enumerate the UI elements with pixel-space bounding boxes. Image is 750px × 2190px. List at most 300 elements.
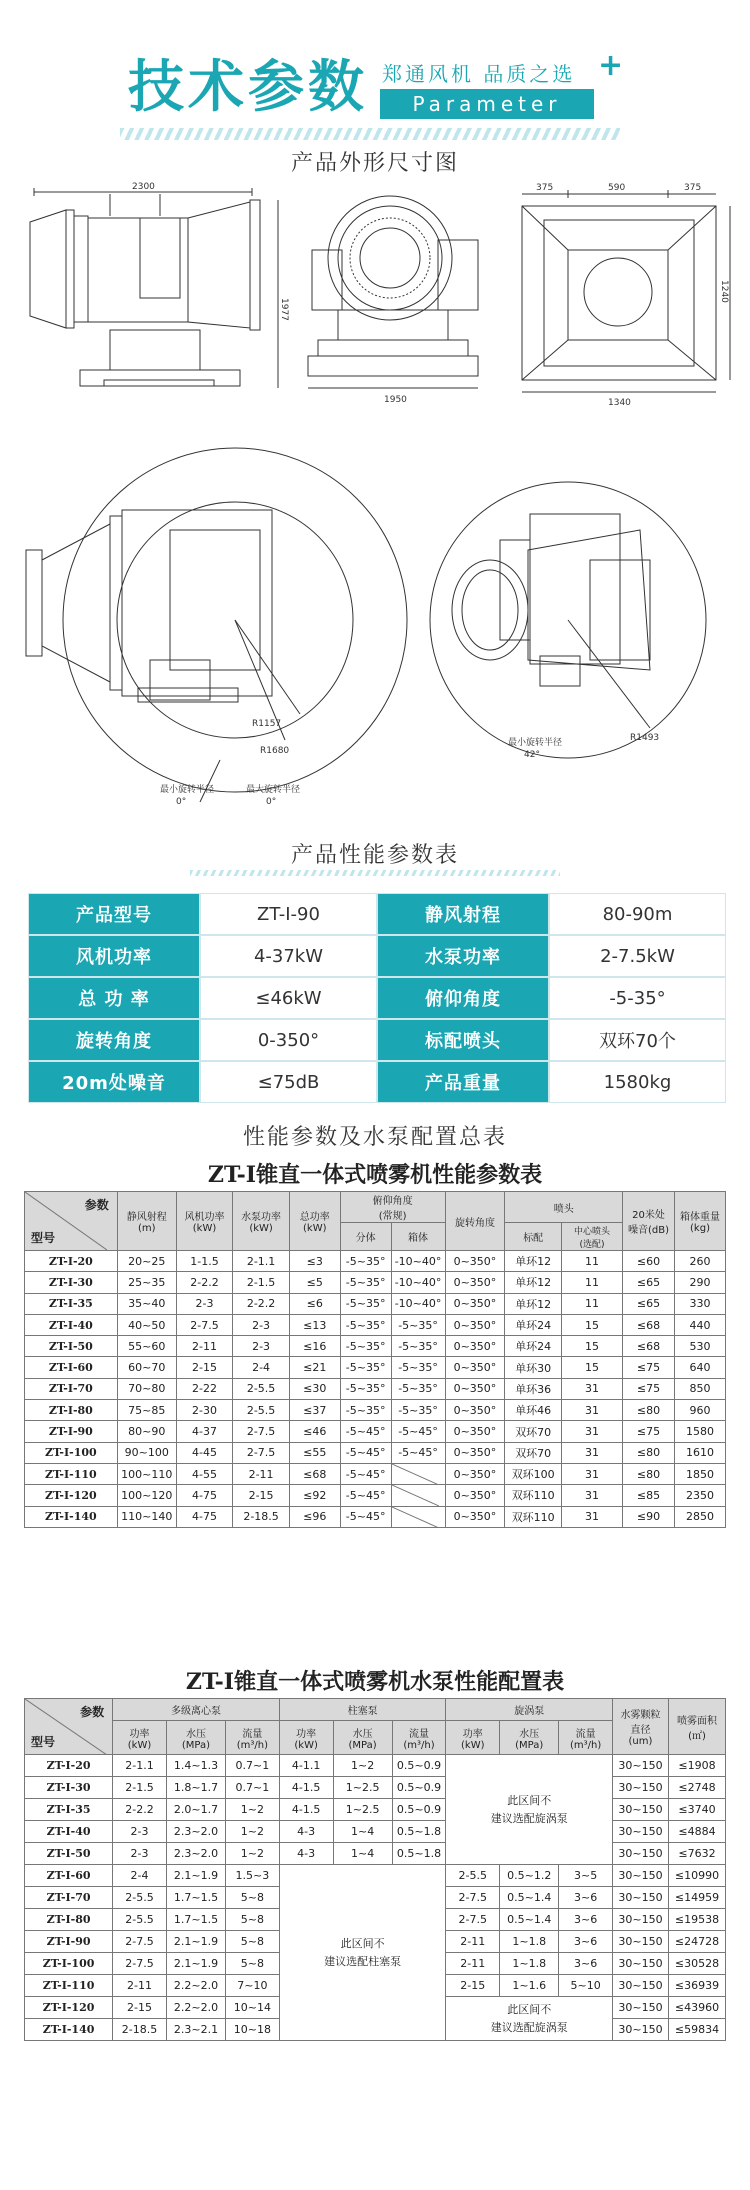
table-cell: 0~350° — [445, 1506, 505, 1527]
spec-table — [24, 1191, 726, 1528]
angle-right: 42° — [524, 750, 540, 760]
performance-row — [28, 1019, 726, 1061]
model-cell: ZT-I-90 — [25, 1421, 118, 1442]
table-cell: 2-5.5 — [113, 1909, 167, 1931]
table-cell: 2-4 — [233, 1357, 290, 1378]
model-cell: ZT-I-100 — [25, 1953, 113, 1975]
pump-corner-model-label: 型号 — [31, 1735, 56, 1749]
table-cell: 31 — [561, 1400, 622, 1421]
model-cell: ZT-I-70 — [25, 1378, 118, 1399]
table-cell: 7~10 — [226, 1975, 280, 1997]
table-cell: -5~45° — [391, 1442, 445, 1463]
radius-r1: R1157 — [252, 719, 282, 729]
table-cell: 31 — [561, 1442, 622, 1463]
table-cell: 2.3~2.0 — [166, 1843, 225, 1865]
table-cell: 单环12 — [505, 1272, 562, 1293]
table-cell: 30~150 — [613, 1997, 669, 2019]
table-cell: 4-1.5 — [279, 1799, 333, 1821]
top-view-drawing — [508, 180, 738, 410]
sub-col-pressure: 水压 (MPa) — [166, 1721, 225, 1755]
sub-col-power: 功率 (kW) — [113, 1721, 167, 1755]
table-cell: 4-75 — [176, 1485, 233, 1506]
table-cell: 2-7.5 — [113, 1931, 167, 1953]
table-cell: 1.7~1.5 — [166, 1909, 225, 1931]
table-cell: 2-1.5 — [113, 1777, 167, 1799]
table-cell: -5~45° — [340, 1442, 391, 1463]
table-cell: 31 — [561, 1421, 622, 1442]
performance-row — [28, 1061, 726, 1103]
pump-corner-param-label: 参数 — [80, 1705, 105, 1719]
table-cell: 0~350° — [445, 1293, 505, 1314]
param-name: 旋转角度 — [28, 1019, 200, 1061]
table-cell: ≤80 — [623, 1400, 675, 1421]
table-cell: ≤14959 — [668, 1887, 725, 1909]
table-cell: ≤75 — [623, 1357, 675, 1378]
param-name: 水泵功率 — [377, 935, 549, 977]
table-cell: 2350 — [675, 1485, 726, 1506]
table-cell: 单环36 — [505, 1378, 562, 1399]
table-cell: 0.5~1.4 — [500, 1909, 559, 1931]
col-nozzle: 喷头 — [505, 1192, 623, 1223]
table-cell: 2-15 — [446, 1975, 500, 1997]
table-cell: ≤2748 — [668, 1777, 725, 1799]
table-cell: ≤96 — [289, 1506, 340, 1527]
model-cell: ZT-I-60 — [25, 1357, 118, 1378]
table-cell: 0~350° — [445, 1336, 505, 1357]
table-cell: -5~35° — [340, 1272, 391, 1293]
table-row — [25, 1293, 726, 1314]
vortex-note: 此区间不 建议选配旋涡泵 — [446, 1755, 613, 1865]
table-cell: 0~350° — [445, 1400, 505, 1421]
front-width-dim: 1950 — [384, 395, 407, 405]
table-row — [25, 1272, 726, 1293]
table-cell: 2-22 — [176, 1378, 233, 1399]
table-cell: ≤68 — [623, 1314, 675, 1335]
decor-rule — [190, 870, 560, 876]
param-value: 0-350° — [200, 1019, 377, 1061]
table-cell: 0.7~1 — [226, 1777, 280, 1799]
table-cell: 4-1.1 — [279, 1755, 333, 1777]
table-cell: 2-3 — [233, 1336, 290, 1357]
table-cell: 2-18.5 — [233, 1506, 290, 1527]
table-row — [25, 1777, 726, 1799]
table-cell: 3~6 — [559, 1931, 613, 1953]
table-cell: 60~70 — [117, 1357, 176, 1378]
spec-corner-header — [25, 1192, 118, 1251]
table-cell: 100~120 — [117, 1485, 176, 1506]
table-cell: 290 — [675, 1272, 726, 1293]
radius-r-right: R1493 — [630, 733, 660, 743]
table-cell: 2-4 — [113, 1865, 167, 1887]
table-cell: 30~150 — [613, 1909, 669, 1931]
table-cell — [391, 1463, 445, 1484]
col-nozzle-center: 中心喷头 (选配) — [561, 1223, 622, 1251]
table-cell: 80~90 — [117, 1421, 176, 1442]
col-fan-power: 风机功率 (kW) — [176, 1192, 233, 1251]
table-row — [25, 1421, 726, 1442]
table-cell: 1~4 — [333, 1821, 392, 1843]
table-cell: 30~150 — [613, 2019, 669, 2041]
table-cell: 30~150 — [613, 1975, 669, 1997]
model-cell: ZT-I-20 — [25, 1251, 118, 1272]
table-cell: 75~85 — [117, 1400, 176, 1421]
table-cell: 4-3 — [279, 1821, 333, 1843]
table-cell: 1~1.8 — [500, 1931, 559, 1953]
table-cell: 2-2.2 — [233, 1293, 290, 1314]
table-cell: 2.0~1.7 — [166, 1799, 225, 1821]
table-cell: 4-75 — [176, 1506, 233, 1527]
table-cell: 2-1.1 — [113, 1755, 167, 1777]
vortex-note: 此区间不 建议选配旋涡泵 — [446, 1997, 613, 2041]
table-cell: ≤6 — [289, 1293, 340, 1314]
top-right-dim: 375 — [684, 183, 702, 193]
table-cell: 单环12 — [505, 1251, 562, 1272]
table-cell: 15 — [561, 1336, 622, 1357]
table-cell: -5~35° — [340, 1400, 391, 1421]
sub-col-power: 功率 (kW) — [446, 1721, 500, 1755]
table-cell: ≤19538 — [668, 1909, 725, 1931]
table-cell: 4-55 — [176, 1463, 233, 1484]
model-cell: ZT-I-140 — [25, 1506, 118, 1527]
param-value: 4-37kW — [200, 935, 377, 977]
table-cell: 单环30 — [505, 1357, 562, 1378]
table-cell: 2.3~2.1 — [166, 2019, 225, 2041]
table-cell: 2.2~2.0 — [166, 1975, 225, 1997]
top-left-dim: 375 — [536, 183, 554, 193]
col-area: 喷雾面积 (㎡) — [668, 1699, 725, 1755]
table-cell: ≤1908 — [668, 1755, 725, 1777]
table-cell: 2-15 — [233, 1485, 290, 1506]
table-cell: 1-1.5 — [176, 1251, 233, 1272]
table-cell: 11 — [561, 1293, 622, 1314]
table-cell: 1~2 — [226, 1821, 280, 1843]
table-row — [25, 1463, 726, 1484]
table-cell: 2-3 — [113, 1843, 167, 1865]
table-cell: ≤7632 — [668, 1843, 725, 1865]
table-cell: 0.5~0.9 — [392, 1755, 446, 1777]
table-cell: 2-3 — [176, 1293, 233, 1314]
model-cell: ZT-I-120 — [25, 1997, 113, 2019]
param-value: 1580kg — [549, 1061, 726, 1103]
performance-row — [28, 977, 726, 1019]
param-name: 静风射程 — [377, 893, 549, 935]
spec-table-title: ZT-I锥直一体式喷雾机性能参数表 — [207, 1162, 543, 1188]
table-cell: 2-7.5 — [446, 1909, 500, 1931]
param-name: 风机功率 — [28, 935, 200, 977]
table-cell: 双环70 — [505, 1442, 562, 1463]
table-cell: 2.2~2.0 — [166, 1997, 225, 2019]
max-radius-label: 最大旋转半径 — [246, 785, 301, 795]
table-cell: 0.5~1.8 — [392, 1821, 446, 1843]
col-total-power: 总功率 (kW) — [289, 1192, 340, 1251]
table-cell: 2-5.5 — [446, 1865, 500, 1887]
top-total-dim: 1340 — [608, 398, 631, 408]
table-cell: 25~35 — [117, 1272, 176, 1293]
summary-title: 性能参数及水泵配置总表 — [242, 1125, 507, 1150]
table-cell: 3~6 — [559, 1887, 613, 1909]
table-cell: 0~350° — [445, 1442, 505, 1463]
table-cell: 2850 — [675, 1506, 726, 1527]
table-cell: 2-1.1 — [233, 1251, 290, 1272]
table-row — [25, 1357, 726, 1378]
table-cell: 2-11 — [446, 1953, 500, 1975]
corner-param-label: 参数 — [84, 1198, 109, 1212]
table-cell: 1.7~1.5 — [166, 1887, 225, 1909]
table-cell: 4-37 — [176, 1421, 233, 1442]
param-value: ZT-I-90 — [200, 893, 377, 935]
model-cell: ZT-I-110 — [25, 1975, 113, 1997]
table-cell: 2-15 — [113, 1997, 167, 2019]
param-name: 总 功 率 — [28, 977, 200, 1019]
plunger-note: 此区间不 建议选配柱塞泵 — [279, 1865, 446, 2041]
table-cell: -5~35° — [340, 1378, 391, 1399]
table-cell: 2-11 — [233, 1463, 290, 1484]
decor-stripes — [120, 128, 620, 140]
table-cell: 1.8~1.7 — [166, 1777, 225, 1799]
side-height-dim: 1977 — [279, 298, 289, 321]
sub-col-pressure: 水压 (MPa) — [333, 1721, 392, 1755]
table-cell: -5~35° — [391, 1314, 445, 1335]
table-cell: 530 — [675, 1336, 726, 1357]
model-cell: ZT-I-120 — [25, 1485, 118, 1506]
table-cell: 单环24 — [505, 1336, 562, 1357]
model-cell: ZT-I-35 — [25, 1293, 118, 1314]
table-cell: 单环46 — [505, 1400, 562, 1421]
param-name: 20m处噪音 — [28, 1061, 200, 1103]
table-cell: 1~2 — [226, 1799, 280, 1821]
table-cell: 0~350° — [445, 1314, 505, 1335]
table-cell: 5~8 — [226, 1909, 280, 1931]
table-cell: -10~40° — [391, 1293, 445, 1314]
col-weight: 箱体重量 (kg) — [675, 1192, 726, 1251]
table-cell: 640 — [675, 1357, 726, 1378]
param-value: ≤46kW — [200, 977, 377, 1019]
model-cell: ZT-I-140 — [25, 2019, 113, 2041]
top-middle-dim: 590 — [608, 183, 626, 193]
model-cell: ZT-I-30 — [25, 1272, 118, 1293]
table-cell: 2-11 — [446, 1931, 500, 1953]
table-cell: 0.5~1.2 — [500, 1865, 559, 1887]
table-cell: 0~350° — [445, 1463, 505, 1484]
drawings-title: 产品外形尺寸图 — [290, 151, 459, 176]
model-cell: ZT-I-50 — [25, 1843, 113, 1865]
col-nozzle-std: 标配 — [505, 1223, 562, 1251]
rotation-radius-drawing-right — [420, 470, 720, 790]
table-cell: 2.1~1.9 — [166, 1931, 225, 1953]
param-value: 80-90m — [549, 893, 726, 935]
table-cell: 双环70 — [505, 1421, 562, 1442]
param-name: 标配喷头 — [377, 1019, 549, 1061]
table-cell: 30~150 — [613, 1755, 669, 1777]
table-cell: 2-11 — [113, 1975, 167, 1997]
table-cell: 5~8 — [226, 1953, 280, 1975]
table-row — [25, 1506, 726, 1527]
model-cell: ZT-I-90 — [25, 1931, 113, 1953]
param-value: 2-7.5kW — [549, 935, 726, 977]
side-length-dim: 2300 — [132, 182, 155, 192]
model-cell: ZT-I-100 — [25, 1442, 118, 1463]
table-cell: 70~80 — [117, 1378, 176, 1399]
table-cell: 双环100 — [505, 1463, 562, 1484]
performance-row — [28, 935, 726, 977]
table-cell: ≤68 — [289, 1463, 340, 1484]
model-cell: ZT-I-20 — [25, 1755, 113, 1777]
table-cell: 2-7.5 — [176, 1314, 233, 1335]
table-cell: 2-5.5 — [233, 1378, 290, 1399]
table-cell: ≤80 — [623, 1463, 675, 1484]
table-cell: ≤36939 — [668, 1975, 725, 1997]
sub-col-flow: 流量 (m³/h) — [559, 1721, 613, 1755]
group-plunger: 柱塞泵 — [279, 1699, 446, 1721]
pump-table — [24, 1698, 726, 2041]
table-cell: 110~140 — [117, 1506, 176, 1527]
param-name: 产品重量 — [377, 1061, 549, 1103]
table-cell: 40~50 — [117, 1314, 176, 1335]
table-cell — [391, 1506, 445, 1527]
col-droplet: 水雾颗粒 直径 (um) — [613, 1699, 669, 1755]
table-cell: 2-7.5 — [233, 1421, 290, 1442]
model-cell: ZT-I-40 — [25, 1314, 118, 1335]
table-cell: ≤21 — [289, 1357, 340, 1378]
col-pump-power: 水泵功率 (kW) — [233, 1192, 290, 1251]
sub-col-pressure: 水压 (MPa) — [500, 1721, 559, 1755]
table-cell: -5~35° — [340, 1357, 391, 1378]
table-cell: 30~150 — [613, 1799, 669, 1821]
table-cell: 0.5~0.9 — [392, 1799, 446, 1821]
table-cell: 2-1.5 — [233, 1272, 290, 1293]
model-cell: ZT-I-70 — [25, 1887, 113, 1909]
table-cell: 0.5~0.9 — [392, 1777, 446, 1799]
table-cell: 0~350° — [445, 1378, 505, 1399]
table-cell: 10~14 — [226, 1997, 280, 2019]
table-cell: -5~45° — [340, 1506, 391, 1527]
param-value: -5-35° — [549, 977, 726, 1019]
model-cell: ZT-I-30 — [25, 1777, 113, 1799]
group-vortex: 旋涡泵 — [446, 1699, 613, 1721]
table-cell: 3~5 — [559, 1865, 613, 1887]
table-cell: 1~2.5 — [333, 1777, 392, 1799]
table-cell: 双环110 — [505, 1506, 562, 1527]
corner-model-label: 型号 — [31, 1231, 56, 1245]
table-cell: 2-5.5 — [233, 1400, 290, 1421]
table-cell: -5~35° — [340, 1314, 391, 1335]
col-pitch: 俯仰角度 (常规) — [340, 1192, 445, 1223]
performance-table — [28, 893, 726, 1103]
min-radius-angle: 0° — [176, 797, 187, 807]
table-cell: 1~2 — [333, 1755, 392, 1777]
table-cell: -5~45° — [340, 1421, 391, 1442]
table-cell: ≤92 — [289, 1485, 340, 1506]
table-cell: 单环24 — [505, 1314, 562, 1335]
performance-row — [28, 893, 726, 935]
table-cell: ≤80 — [623, 1442, 675, 1463]
table-cell: ≤65 — [623, 1293, 675, 1314]
table-cell: ≤65 — [623, 1272, 675, 1293]
table-cell: 100~110 — [117, 1463, 176, 1484]
table-cell: ≤90 — [623, 1506, 675, 1527]
pump-corner-header — [25, 1699, 113, 1755]
table-cell: 0.7~1 — [226, 1755, 280, 1777]
table-cell: ≤16 — [289, 1336, 340, 1357]
table-cell: -10~40° — [391, 1251, 445, 1272]
group-multistage: 多级离心泵 — [113, 1699, 280, 1721]
table-cell: 30~150 — [613, 1953, 669, 1975]
table-cell: 30~150 — [613, 1887, 669, 1909]
table-cell: 双环110 — [505, 1485, 562, 1506]
min-radius-label-right: 最小旋转半径 — [508, 738, 563, 748]
table-row — [25, 1799, 726, 1821]
plus-icon: + — [598, 48, 624, 83]
table-cell: 0~350° — [445, 1485, 505, 1506]
table-cell: 2-18.5 — [113, 2019, 167, 2041]
model-cell: ZT-I-80 — [25, 1909, 113, 1931]
model-cell: ZT-I-110 — [25, 1463, 118, 1484]
param-value: 双环70个 — [549, 1019, 726, 1061]
rotation-radius-drawing-left — [20, 420, 410, 810]
table-cell: -5~45° — [391, 1421, 445, 1442]
brand-slogan: 郑通风机 品质之选 — [382, 62, 576, 86]
table-cell: 1.5~3 — [226, 1865, 280, 1887]
table-cell: ≤43960 — [668, 1997, 725, 2019]
table-cell: -5~45° — [340, 1463, 391, 1484]
table-cell: 2-30 — [176, 1400, 233, 1421]
col-pitch-split: 分体 — [340, 1223, 391, 1251]
table-cell: -10~40° — [391, 1272, 445, 1293]
table-row — [25, 1400, 726, 1421]
table-cell: 4-45 — [176, 1442, 233, 1463]
table-cell: 1~1.6 — [500, 1975, 559, 1997]
param-name: 俯仰角度 — [377, 977, 549, 1019]
table-cell: 2-7.5 — [446, 1887, 500, 1909]
table-cell: 2-2.2 — [176, 1272, 233, 1293]
table-cell: ≤60 — [623, 1251, 675, 1272]
table-cell: ≤37 — [289, 1400, 340, 1421]
front-view-drawing — [298, 180, 498, 410]
table-cell: 1~1.8 — [500, 1953, 559, 1975]
table-cell: ≤59834 — [668, 2019, 725, 2041]
table-cell: -5~35° — [340, 1293, 391, 1314]
table-cell: 5~10 — [559, 1975, 613, 1997]
table-cell: 10~18 — [226, 2019, 280, 2041]
table-cell: 1~2 — [226, 1843, 280, 1865]
table-cell: ≤3 — [289, 1251, 340, 1272]
table-cell: 0~350° — [445, 1421, 505, 1442]
table-cell: 1~2.5 — [333, 1799, 392, 1821]
table-cell: 30~150 — [613, 1777, 669, 1799]
table-cell: 260 — [675, 1251, 726, 1272]
table-cell: 850 — [675, 1378, 726, 1399]
table-cell: 2.3~2.0 — [166, 1821, 225, 1843]
table-cell: 1.4~1.3 — [166, 1755, 225, 1777]
table-cell: 1850 — [675, 1463, 726, 1484]
min-radius-label: 最小旋转半径 — [160, 785, 215, 795]
performance-title: 产品性能参数表 — [290, 843, 459, 868]
top-depth-dim: 1240 — [719, 280, 729, 303]
table-cell: ≤55 — [289, 1442, 340, 1463]
table-cell: 单环12 — [505, 1293, 562, 1314]
sub-col-flow: 流量 (m³/h) — [226, 1721, 280, 1755]
table-cell: ≤30 — [289, 1378, 340, 1399]
table-cell: 31 — [561, 1506, 622, 1527]
model-cell: ZT-I-80 — [25, 1400, 118, 1421]
table-cell: 35~40 — [117, 1293, 176, 1314]
table-cell: 15 — [561, 1314, 622, 1335]
table-cell: 1580 — [675, 1421, 726, 1442]
table-cell: 2-7.5 — [113, 1953, 167, 1975]
table-cell: ≤85 — [623, 1485, 675, 1506]
table-cell: 90~100 — [117, 1442, 176, 1463]
table-row — [25, 1378, 726, 1399]
